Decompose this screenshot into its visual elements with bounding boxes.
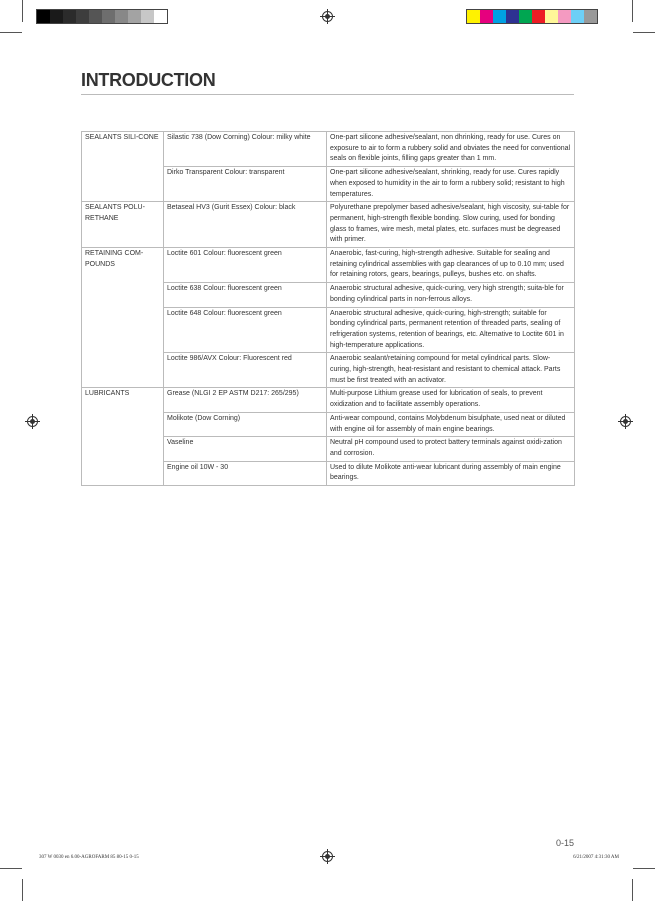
description-cell: Anti-wear compound, contains Molybdenum bisulphate, used neat or diluted with engine oil for assembly of main engine bearings. <box>327 412 575 436</box>
print-slug-right: 6/21/2007 4:31:30 AM <box>573 855 619 860</box>
page-number: 0-15 <box>555 838 574 848</box>
table-row <box>82 248 575 283</box>
product-cell: Betaseal HV3 (Gurit Essex) Colour: black <box>164 202 327 248</box>
product-cell: Loctite 601 Colour: fluorescent green <box>164 248 327 283</box>
color-swatch <box>467 10 480 23</box>
category-cell: SEALANTS SILI-CONE <box>82 132 164 202</box>
product-cell: Engine oil 10W - 30 <box>164 461 327 485</box>
description-cell: Anaerobic structural adhesive, quick-curing, high-strength; suitable for bonding cylindrical parts, permanent retention of threaded parts, sealing of refrigeration systems, retention of bearings, etc. Alternative to Loctite 601 in high-temperature applications. <box>327 307 575 353</box>
crop-mark <box>22 0 23 22</box>
grayscale-bar <box>36 9 168 24</box>
product-cell: Silastic 738 (Dow Corning) Colour: milky white <box>164 132 327 167</box>
products-table <box>81 131 575 486</box>
category-cell: LUBRICANTS <box>82 388 164 486</box>
color-swatch <box>584 10 597 23</box>
description-cell: Used to dilute Molikote anti-wear lubricant during assembly of main engine bearings. <box>327 461 575 485</box>
color-swatch <box>63 10 76 23</box>
description-cell: Anaerobic sealant/retaining compound for metal cylindrical parts. Slow-curing, high-strength, heat-resistant and resistant to chemical attack. Parts must be first treated with an activator. <box>327 353 575 388</box>
product-cell: Dirko Transparent Colour: transparent <box>164 167 327 202</box>
color-swatch <box>480 10 493 23</box>
crop-mark <box>633 32 655 33</box>
color-swatch <box>571 10 584 23</box>
description-cell: Polyurethane prepolymer based adhesive/sealant, high viscosity, sui-table for permanent, high-strength flexible bonding. Slow curing, used for bonding glass to frames, wire mesh, metal plates, etc. surfaces must be degreased with primer. <box>327 202 575 248</box>
title-divider <box>81 94 574 95</box>
description-cell: One-part silicone adhesive/sealant, shrinking, ready for use. Cures rapidly when exposed to humidity in the air to form a rubbery solid; resistant to high temperatures. <box>327 167 575 202</box>
description-cell: Multi-purpose Lithium grease used for lubrication of seals, to prevent oxidization and to facilitate assembly operations. <box>327 388 575 412</box>
description-cell: Neutral pH compound used to protect battery terminals against oxidi-zation and corrosion. <box>327 437 575 461</box>
product-cell: Loctite 648 Colour: fluorescent green <box>164 307 327 353</box>
color-bar <box>466 9 598 24</box>
table-row <box>82 388 575 412</box>
color-swatch <box>558 10 571 23</box>
color-swatch <box>50 10 63 23</box>
registration-mark-icon <box>27 416 38 427</box>
color-swatch <box>493 10 506 23</box>
registration-mark-icon <box>322 11 333 22</box>
crop-mark <box>632 879 633 901</box>
description-cell: Anaerobic, fast-curing, high-strength adhesive. Suitable for sealing and retaining cylindrical assemblies with gap clearances of up to 0.10 mm; used for retaining rotors, gears, bearings, pulleys, bushes etc. on shafts. <box>327 248 575 283</box>
color-swatch <box>519 10 532 23</box>
crop-mark <box>633 868 655 869</box>
registration-mark-icon <box>620 416 631 427</box>
crop-mark <box>0 868 22 869</box>
category-cell: RETAINING COM-POUNDS <box>82 248 164 388</box>
print-slug-left: 307 W 0030 en 6.00-AGROFARM 85 80-15 0-15 <box>39 855 139 860</box>
color-swatch <box>532 10 545 23</box>
crop-mark <box>632 0 633 22</box>
color-swatch <box>89 10 102 23</box>
color-swatch <box>154 10 167 23</box>
crop-mark <box>22 879 23 901</box>
description-cell: Anaerobic structural adhesive, quick-curing, very high strength; suita-ble for bonding cylindrical parts in non-ferrous alloys. <box>327 283 575 307</box>
product-cell: Vaseline <box>164 437 327 461</box>
product-cell: Loctite 986/AVX Colour: Fluorescent red <box>164 353 327 388</box>
color-swatch <box>37 10 50 23</box>
table-row <box>82 132 575 167</box>
color-swatch <box>115 10 128 23</box>
color-swatch <box>102 10 115 23</box>
registration-mark-icon <box>322 851 333 862</box>
description-cell: One-part silicone adhesive/sealant, non dhrinking, ready for use. Cures on exposure to air to form a rubbery solid and obviates the need for conventional seals on flexible joints, filling gaps greater than 1 mm. <box>327 132 575 167</box>
page-title: INTRODUCTION <box>81 70 216 90</box>
color-swatch <box>128 10 141 23</box>
color-swatch <box>76 10 89 23</box>
product-cell: Molikote (Dow Corning) <box>164 412 327 436</box>
table-row <box>82 202 575 248</box>
category-cell: SEALANTS POLU-RETHANE <box>82 202 164 248</box>
color-swatch <box>141 10 154 23</box>
crop-mark <box>0 32 22 33</box>
product-cell: Grease (NLGI 2 EP ASTM D217: 265/295) <box>164 388 327 412</box>
product-cell: Loctite 638 Colour: fluorescent green <box>164 283 327 307</box>
color-swatch <box>545 10 558 23</box>
color-swatch <box>506 10 519 23</box>
